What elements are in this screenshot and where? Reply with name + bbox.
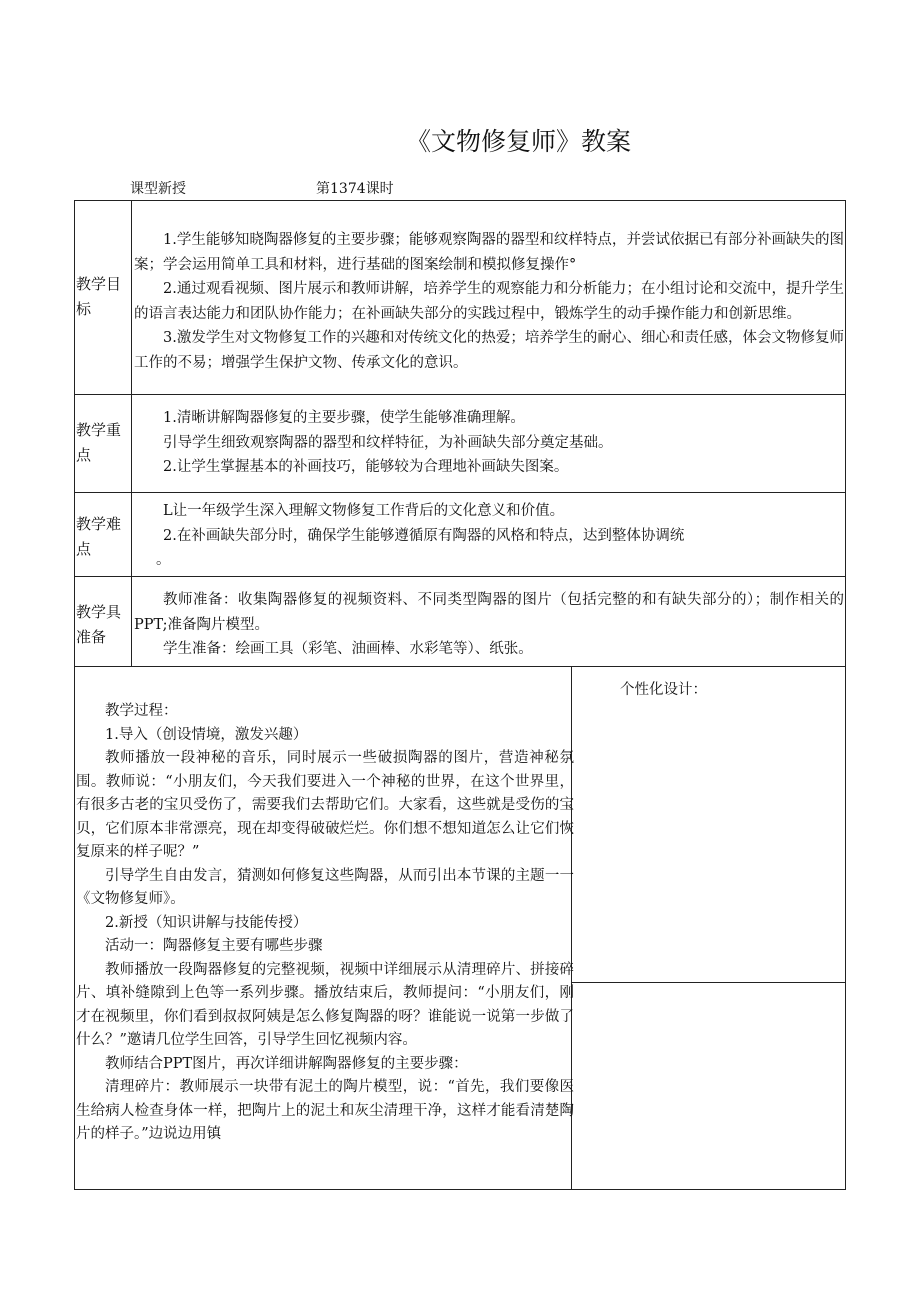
teaching-process — [76, 700, 574, 1147]
difficulty-item: L让一年级学生深入理解文物修复工作背后的文化意义和价值。 — [163, 503, 565, 519]
document-title: 《文物修复师》教案 — [406, 127, 632, 156]
preparation-item: 学生准备：绘画工具（彩笔、油画棒、水彩笔等）、纸张。 — [163, 641, 533, 657]
process-paragraph: 1.导入（创设情境，激发兴趣） — [105, 726, 308, 743]
objective-item: 2.通过观看视频、图片展示和教师讲解，培养学生的观察能力和分析能力；在小组讨论和交流中，提升学生的语言表达能力和团队协作能力；在补画缺失部分的实践过程中，锻炼学生的动手操作能力和创新思维。 — [134, 281, 844, 322]
table-border-top — [74, 200, 846, 201]
difficulties-label: 教学难点 — [76, 515, 122, 558]
table-border-bottom — [74, 1189, 846, 1190]
process-paragraph: 教师播放一段陶器修复的完整视频，视频中详细展示从清理碎片、拼接碎片、填补缝隙到上色等一系列步骤。播放结束后，教师提问：“小朋友们，刚才在视频里，你们看到叔叔阿姨是怎么修复陶器的呀？谁能说一说第一步做了什么？”邀请几位学生回答，引导学生回忆视频内容。 — [76, 961, 574, 1048]
objectives-content — [134, 228, 844, 375]
row-divider-1 — [74, 394, 846, 395]
key-points-content — [134, 406, 844, 480]
side-column-divider — [571, 982, 846, 983]
personalized-design-title: 个性化设计： — [620, 682, 707, 698]
objective-item: 3.激发学生对文物修复工作的兴趣和对传统文化的热爱；培养学生的耐心、细心和责任感，体会文物修复师工作的不易；增强学生保护文物、传承文化的意识。 — [134, 330, 844, 371]
process-paragraph: 2.新授（知识讲解与技能传授） — [105, 914, 308, 931]
preparation-label: 教学具准备 — [76, 603, 122, 646]
difficulty-item: 。 — [156, 552, 171, 568]
objective-item: 1.学生能够知晓陶器修复的主要步骤；能够观察陶器的器型和纹样特点，并尝试依据已有部分补画缺失的图案；学会运用简单工具和材料，进行基础的图案绘制和模拟修复操作° — [134, 232, 844, 273]
difficulty-item: 2.在补画缺失部分时，确保学生能够遵循原有陶器的风格和特点，达到整体协调统 — [163, 527, 685, 544]
process-paragraph: 教学过程： — [105, 703, 178, 719]
process-paragraph: 教师播放一段神秘的音乐，同时展示一些破损陶器的图片，营造神秘氛围。教师说：“小朋友们，今天我们要进入一个神秘的世界，在这个世界里，有很多古老的宝贝受伤了，需要我们去帮助它们。大家看，这些就是受伤的宝贝，它们原本非常漂亮，现在却变得破破烂烂。你们想不想知道怎么让它们恢复原来的样子呢？” — [76, 750, 574, 860]
key-point-item: 2.让学生掌握基本的补画技巧，能够较为合理地补画缺失图案。 — [163, 459, 569, 475]
preparation-item: 教师准备：收集陶器修复的视频资料、不同类型陶器的图片（包括完整的和有缺失部分的）；制作相关的PPT;准备陶片模型。 — [134, 592, 844, 633]
table-border-left — [74, 200, 75, 1190]
lesson-plan-table — [74, 200, 846, 1190]
process-paragraph: 引导学生自由发言，猜测如何修复这些陶器，从而引出本节课的主题一一《文物修复师》。 — [76, 867, 574, 907]
row-divider-2 — [74, 492, 846, 493]
key-point-item: 引导学生细致观察陶器的器型和纹样特征，为补画缺失部分奠定基础。 — [163, 434, 613, 451]
process-paragraph: 活动一：陶器修复主要有哪些步骤 — [105, 938, 323, 954]
key-points-label: 教学重点 — [76, 421, 122, 464]
row-divider-4 — [74, 666, 846, 667]
table-border-right — [845, 200, 846, 1190]
preparation-content — [134, 588, 844, 662]
lesson-type: 课型新授 — [130, 181, 186, 197]
objectives-label: 教学目标 — [76, 275, 122, 318]
key-point-item: 1.清晰讲解陶器修复的主要步骤，使学生能够准确理解。 — [163, 410, 525, 426]
process-paragraph: 清理碎片：教师展示一块带有泥土的陶片模型，说：“首先，我们要像医生给病人检查身体一样，把陶片上的泥土和灰尘清理干净，这样才能看清楚陶片的样子。”边说边用镇 — [76, 1079, 574, 1142]
lesson-hour: 第1374课时 — [316, 181, 394, 197]
process-paragraph: 教师结合PPT图片，再次详细讲解陶器修复的主要步骤： — [105, 1055, 468, 1072]
row-divider-3 — [74, 576, 846, 577]
difficulties-content — [134, 499, 844, 573]
